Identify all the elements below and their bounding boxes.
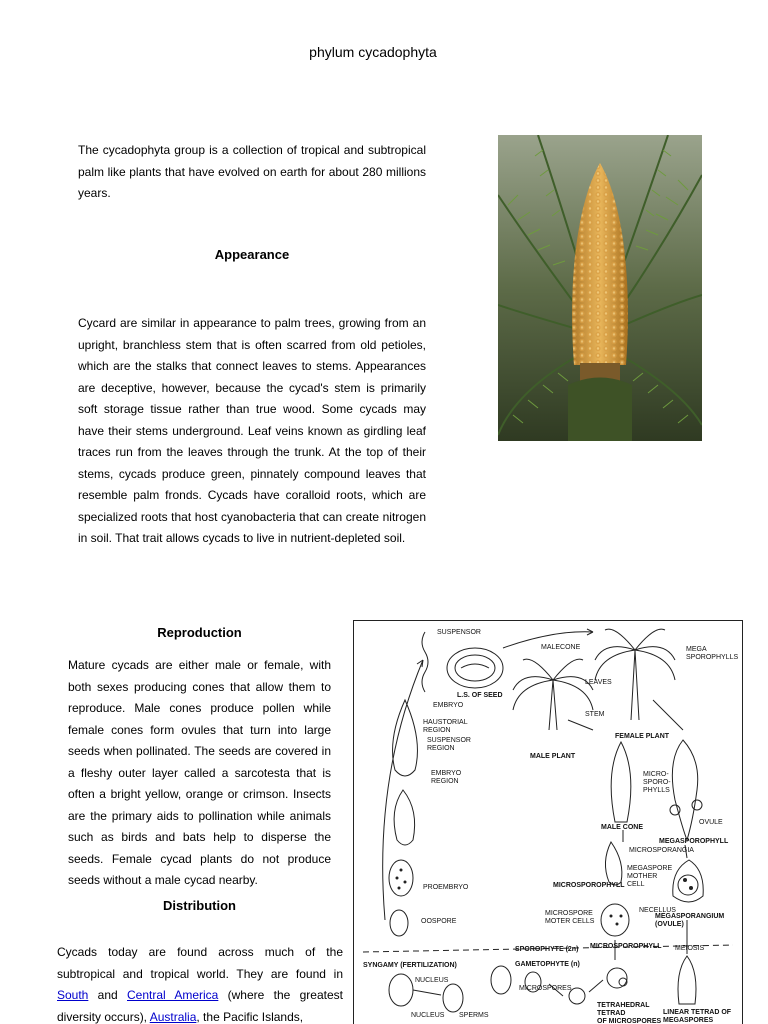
label-line: EMBRYO [431,770,462,777]
label-megasporophyll: MEGASPOROPHYLL [659,838,729,845]
life-cycle-svg [353,620,744,1024]
distribution-heading: Distribution [163,898,236,913]
label-nucleus-2: NUCLEUS [411,1012,445,1019]
label-leaves: LEAVES [585,679,612,686]
label-gametophyte: GAMETOPHYTE (n) [515,961,580,968]
label-line: TETRAD [597,1010,626,1017]
label-stem: STEM [585,711,605,718]
label-line: OF MICROSPORES [597,1018,662,1024]
label-line: CELL [627,881,645,888]
distribution-paragraph [57,942,343,1024]
label-line: REGION [423,727,451,734]
label-necellus: NECELLUS [639,907,676,914]
distribution-text-3: (where the greatest diversity occurs), [57,988,343,1024]
label-line: MOTHER [627,873,658,880]
label-embryo-region [431,770,462,785]
label-line: MEGASPORE [627,865,673,872]
appearance-heading: Appearance [214,247,290,262]
label-female-plant: FEMALE PLANT [615,733,670,740]
label-microsporangia: MICROSPORANGIA [629,847,694,854]
label-sporophyte: SPOROPHYTE (2n) [515,946,579,953]
label-line: SUSPENSOR [427,737,471,744]
label-line: REGION [427,745,455,752]
label-male-cone-2: MALE CONE [601,824,643,831]
label-line: MEGA [686,646,707,653]
link-australia[interactable]: Australia [149,1009,197,1024]
label-line: (OVULE) [655,921,684,928]
label-suspensor: SUSPENSOR [437,629,481,636]
label-line: PHYLLS [643,787,670,794]
link-south[interactable]: South [57,988,89,1002]
label-line: TETRAHEDRAL [597,1002,650,1009]
label-male-plant: MALE PLANT [530,753,576,760]
distribution-text-2: and [88,988,127,1002]
label-microsporophyll-2: MICROSPOROPHYLL [590,943,662,950]
label-line: HAUSTORIAL [423,719,468,726]
intro-paragraph: The cycadophyta group is a collection of tropical and subtropical palm like plants that have evolved on earth for about 280 millions years. [78,143,426,200]
reproduction-paragraph: Mature cycads are either male or female, with both sexes producing cones that allow them to reproduce. Male cones produce pollen while female cones form ovules that turn into large seeds when pollinated. The seeds are covered in a fleshy outer layer called a sarcotesta that is often a bright yellow, orange or crimson. Insects are the primary aids to pollination while animals such as birds and bats help to disperse the seeds. Female cycad plants do not produce seeds without a male cycad nearby. [68,658,331,887]
appearance-paragraph: Cycard are similar in appearance to palm trees, growing from an upright, branchless stem that is often scarred from old petioles, which are the stalks that connect leaves to stems. Appearances are deceptive, however, because the cycad's stem is primarily soft storage tissue rather than true wood. Some cycads may have their stems underground. Leaf veins known as girdling leaf traces run from the leaves through the trunk. At the top of their stems, cycads produce green, pinnately compound leaves that resemble palm fronds. Cycads have coralloid roots, which are specialized roots that host cyanobacteria that can create nitrogen in soil. That trait allows cycads to live in nutrient-depleted soil. [78,316,426,545]
label-nucleus: NUCLEUS [415,977,449,984]
label-line: REGION [431,778,459,785]
label-oospore: OOSPORE [421,918,457,925]
cycad-cone-photo [498,135,702,441]
label-microsporophyll: MICROSPOROPHYLL [553,882,625,889]
label-embryo: EMBRYO [433,702,464,709]
label-line: MEGASPORANGIUM [655,913,725,920]
label-ovule: OVULE [699,819,723,826]
label-syngamy: SYNGAMY (FERTILIZATION) [363,962,457,969]
cycad-photo-illustration [498,135,702,441]
label-line: LINEAR TETRAD OF [663,1009,732,1016]
cycad-life-cycle-diagram [353,620,744,1024]
distribution-text-1: Cycads today are found across much of the subtropical and tropical world. They are found in [57,945,343,981]
link-central-america[interactable]: Central America [127,988,219,1002]
label-micro-sporophylls [643,771,671,794]
label-line: MOTER CELLS [545,918,595,925]
label-line: SPORO- [643,779,671,786]
label-line: MICROSPORE [545,910,593,917]
label-line: MICRO- [643,771,669,778]
page-title: phylum cycadophyta [309,44,437,60]
reproduction-heading: Reproduction [157,625,242,640]
label-meiosis: MEIOSIS [675,945,705,952]
label-proembryo: PROEMBRYO [423,884,469,891]
label-ls-of-seed: L.S. OF SEED [457,692,503,699]
label-sperms: SPERMS [459,1012,489,1019]
label-male-cone: MALECONE [541,644,581,651]
label-microspores: MICROSPORES [519,985,572,992]
label-microspore-mother-cells [545,910,595,925]
label-line: SPOROPHYLLS [686,654,739,661]
distribution-text-4: , the Pacific Islands, [196,1009,304,1024]
label-line: MEGASPORES [663,1017,714,1024]
